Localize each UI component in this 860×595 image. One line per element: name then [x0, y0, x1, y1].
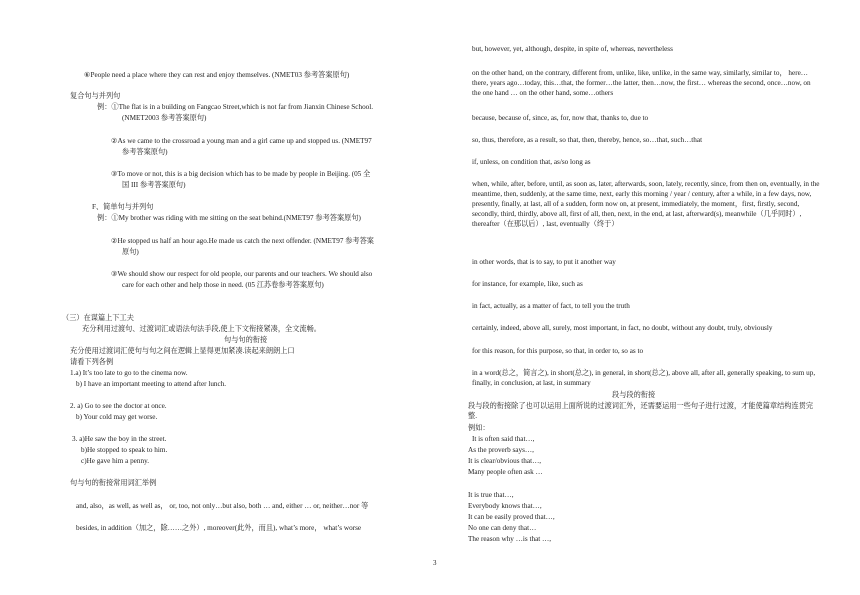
text-line: and, also，as well, as well as， or, too, not only…but also, both … and, either … or, neither…nor 等: [76, 502, 369, 510]
example-line: c)He gave him a penny.: [81, 457, 149, 465]
text-line: 参考答案原句): [122, 148, 168, 156]
example-line: Everybody knows that…,: [468, 502, 542, 510]
text-line: 例：①The flat is in a building on Fangcao Street,which is not far from Jianxin Chinese School.: [97, 103, 374, 111]
text-line: ②He stopped us half an hour ago.He made us catch the next offender. (NMET97 参考答案: [111, 237, 374, 245]
text-line: 请看下列各例: [70, 358, 114, 366]
text-line: for instance, for example, like, such as: [472, 280, 583, 288]
text-line: for this reason, for this purpose, so that, in order to, so as to: [472, 347, 644, 355]
example-line: b)He stopped to speak to him.: [81, 446, 168, 454]
example-line: b) Your cold may get worse.: [76, 413, 158, 421]
example-line: It is true that…,: [468, 491, 514, 499]
page-number: 3: [433, 559, 437, 567]
text-line: so, thus, therefore, as a result, so that, then, thereby, hence, so…that, such…that: [472, 136, 703, 144]
example-line: It is often said that…,: [472, 435, 535, 443]
example-line: It can be easily proved that…,: [468, 513, 555, 521]
example-line: 3. a)He saw the boy in the street.: [72, 435, 167, 443]
text-line: in other words, that is to say, to put it another way: [472, 258, 616, 266]
text-paragraph: when, while, after, before, until, as soon as, later, afterwards, soon, lately, recently, since, from then on, eventually, in the meantime, then, suddenly, at the same time, next, early this morning / year / century, after a while, in a few days, now, presently, finally, at last, all of a sudden, form now on, at present, immediately, the moment，first, firstly, second, secondly, third, thirdly, above all, first of all, then, next, in the end, at last, afterward(s), meanwhile（几乎同时）, thereafter（在那以后）, last, eventually（终于）: [472, 180, 820, 228]
text-line: ⑥People need a place where they can rest and enjoy themselves. (NMET03 参考答案原句): [84, 71, 350, 79]
example-line: As the proverb says…,: [468, 446, 534, 454]
text-line: 例：①My brother was riding with me sitting on the seat behind.(NMET97 参考答案原句): [97, 214, 361, 222]
text-line: besides, in addition（加之，除……之外）, moreover(此外，而且), what’s more， what’s worse: [76, 524, 362, 532]
text-line: care for each other and help those in need. (05 江苏卷参考答案原句): [122, 281, 324, 289]
text-line: certainly, indeed, above all, surely, most important, in fact, no doubt, without any doubt, truly, obviously: [472, 324, 773, 332]
text-line: 充分利用过渡句、过渡词汇或语法句法手段,使上下文衔接紧凑，全文流畅。: [82, 325, 321, 333]
text-line: if, unless, on condition that, as/so long as: [472, 158, 591, 166]
text-line: ②As we came to the crossroad a young man and a girl came up and stopped us. (NMET97: [111, 137, 372, 145]
text-line: 国 III 参考答案原句): [122, 181, 186, 189]
subsection-heading: 句与句的衔接常用词汇举例: [70, 479, 157, 487]
section-heading: F、简单句与并列句: [92, 203, 154, 211]
example-line: 1.a) It’s too late to go to the cinema now.: [70, 369, 188, 377]
example-line: No one can deny that…: [468, 524, 537, 532]
text-line: because, because of, since, as, for, now that, thanks to, due to: [472, 114, 649, 122]
text-paragraph: in a word(总之，简言之), in short(总之), in general, in short(总之), above all, after all, generally speaking, to sum up, finally, in conclusion, at last, in summary: [472, 369, 816, 387]
section-heading: 复合句与并列句: [70, 92, 121, 100]
example-line: It is clear/obvious that…,: [468, 457, 542, 465]
subsection-heading: 段与段的衔接: [612, 391, 656, 399]
subsection-heading: 句与句的衔接: [224, 336, 268, 344]
text-line: but, however, yet, although, despite, in spite of, whereas, nevertheless: [472, 45, 673, 53]
text-line: 例如：: [468, 424, 490, 432]
text-line: 充分使用过渡词汇使句与句之间在逻辑上显得更加紧凑.读起来朗朗上口: [70, 347, 295, 355]
text-paragraph: 段与段的衔接除了也可以运用上面所说的过渡词汇外，还需要运用一些句子进行过渡，才能使篇章结构连贯完整.: [468, 402, 814, 420]
text-line: in fact, actually, as a matter of fact, to tell you the truth: [472, 302, 630, 310]
text-line: ③We should show our respect for old people, our parents and our teachers. We should also: [111, 270, 373, 278]
section-heading: （三）在谋篇上下工夫: [62, 314, 134, 322]
example-line: b) I have an important meeting to attend after lunch.: [76, 380, 227, 388]
text-line: (NMET2003 参考答案原句): [122, 114, 207, 122]
text-line: 原句): [122, 248, 139, 256]
example-line: The reason why …is that …,: [468, 535, 552, 543]
example-line: Many people often ask …: [468, 468, 543, 476]
text-line: ③To move or not, this is a big decision which has to be made by people in Beijing. (05 全: [111, 170, 371, 178]
text-paragraph: on the other hand, on the contrary, different from, unlike, like, unlike, in the same way, similarly, similar to， here…there, years ago…today, this…that, the former…the latter, then…now, the first… whereas the second, once…now, on the one hand … on the other hand, some…others: [472, 69, 811, 97]
example-line: 2. a) Go to see the doctor at once.: [70, 402, 167, 410]
